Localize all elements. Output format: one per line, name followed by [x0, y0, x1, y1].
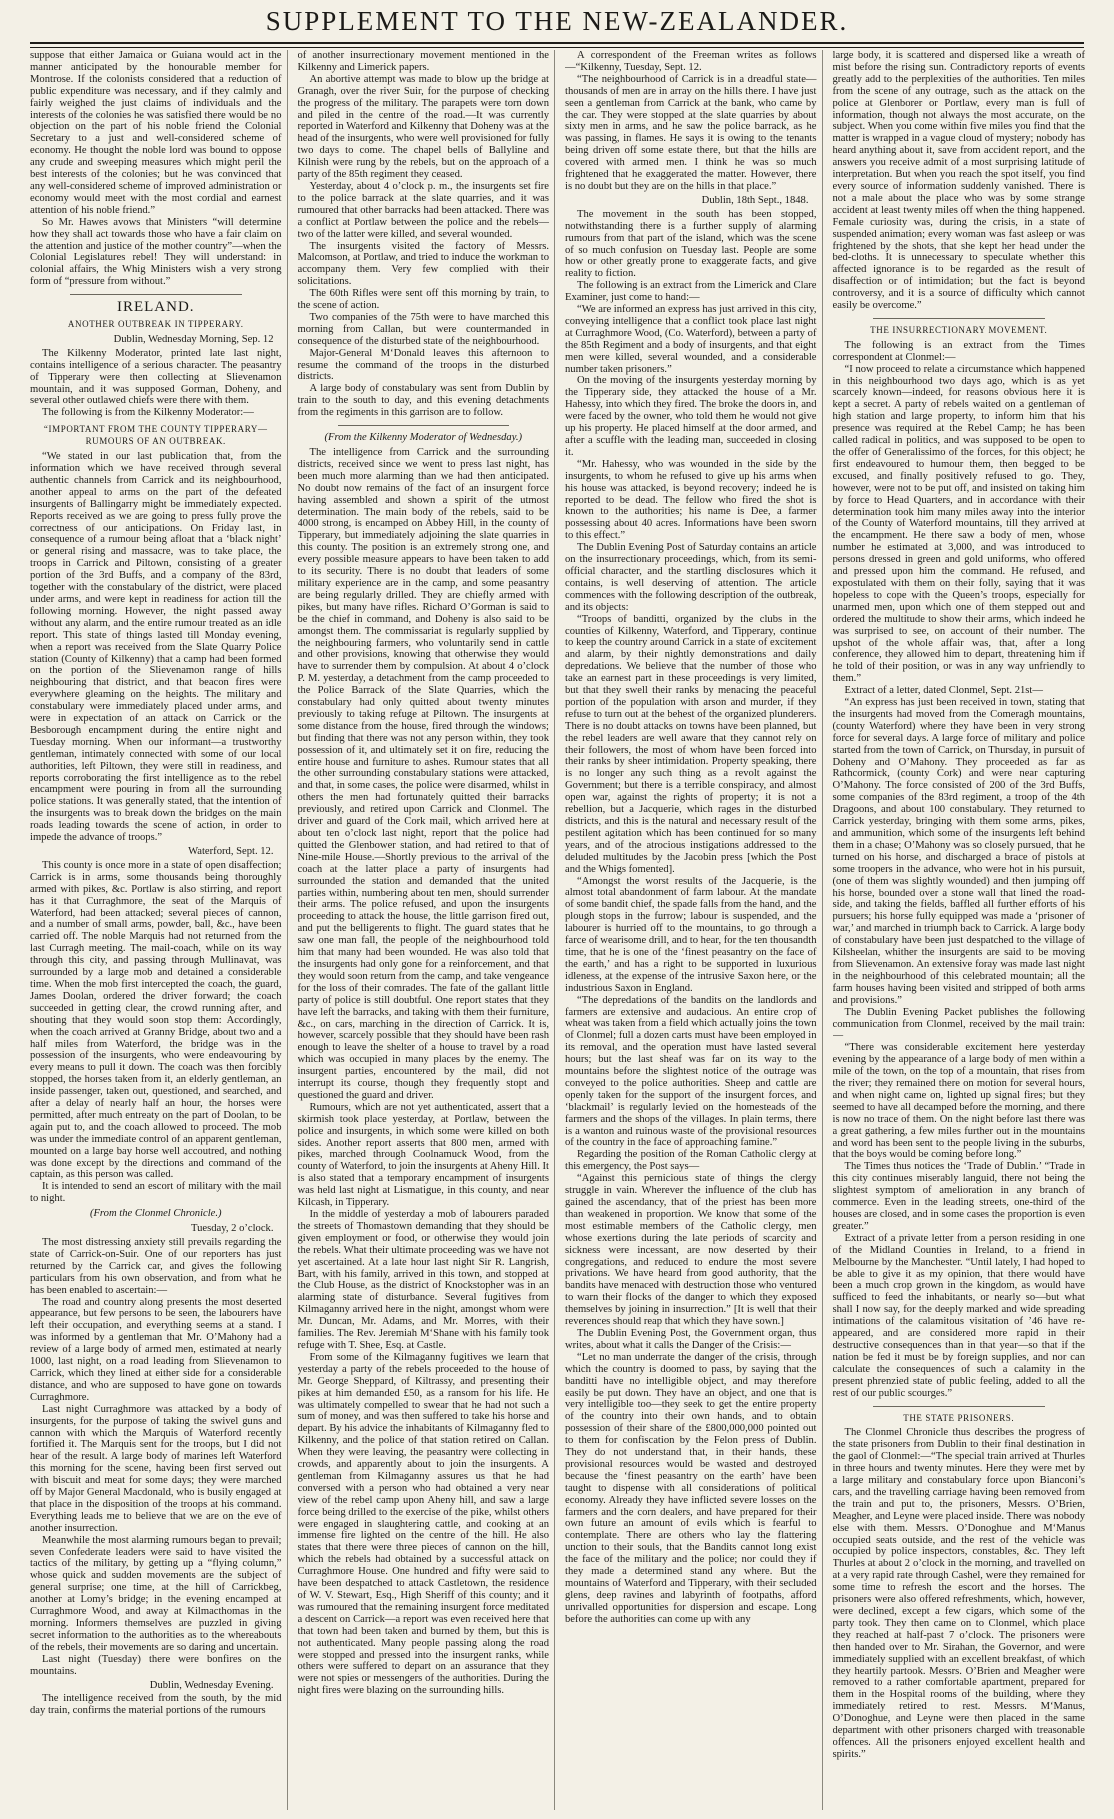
paragraph: Meanwhile the most alarming rumours began to prevail; seven Confederate leaders were said to have visited the tactics of the military, by getting up a “flying column,” whose quick and sudden movements are the subject of general surprise; one time, at the hill of Carrickbeg, another at Lomy’s bridge; in the evening encamped at Curraghmore Wood, and away at Kilmacthomas in the morning. Informers themselves are puzzled in giving secret information to the authorities as to the whereabouts of the rebels, their movements are so daring and uncertain.: [30, 1534, 282, 1653]
paragraph: The following is an extract from the Times correspondent at Clonmel:—: [832, 339, 1085, 363]
paragraph: So Mr. Hawes avows that Ministers “will determine how they shall act towards those who have a fair claim on the attention and justice of the mother country”—when the Colonial Legislatures rebel! They will understand: in colonial affairs, the Whig Ministers wish a very strong form of “pressure from without.”: [30, 216, 282, 288]
divider: [70, 294, 242, 295]
paragraph: The Dublin Evening Packet publishes the following communication from Clonmel, received by the mail train:—: [832, 1006, 1085, 1042]
paragraph: The intelligence received from the south, by the mid day train, confirms the material portions of the rumours: [30, 1693, 282, 1717]
column-3: [565, 50, 823, 1810]
paragraph: “We are informed an express has just arrived in this city, conveying intelligence that a conflict took place last night at Curraghmore Wood, (Co. Waterford), between a party of the 85th Regiment and a body of insurgents, and that eight men were killed, several wounded, and a considerable number taken prisoners.”: [565, 304, 817, 375]
divider: [873, 1406, 1046, 1407]
paragraph: Last night Curraghmore was attacked by a body of insurgents, for the purpose of taking the swivel guns and cannon with which the Marquis of Waterford recently fortified it. The Marquis sent for the troops, but I did not hear of the result. A large body of marines left Waterford this morning for the scene, having been first served out with biscuit and meat for some days; they were marched off by Major General Macdonald, who is busily engaged at that place in the disposition of the troops at his command. Everything leads me to believe that we are on the eve of another insurrection.: [30, 1403, 282, 1534]
paragraph: Major-General M‘Donald leaves this afternoon to resume the command of the troops in the disturbed districts.: [297, 347, 549, 383]
paragraph: “Amongst the worst results of the Jacquerie, is the almost total abandonment of farm labour. At the mandate of some bandit chief, the spade falls from the hand, and the plough stops in the furrow; labour is suspended, and the labourer is hurried off to the mountains, to go through a farce of wearisome drill, and to hear, for the ten thousandth time, that he is one of the ‘finest peasantry on the face of the earth,’ and has a right to be supported in luxurious idleness, at the expense of the intrusive Saxon here, or the industrious Saxon in England.: [565, 875, 817, 994]
paragraph: On the moving of the insurgents yesterday morning by the Tipperary side, they attacked the house of a Mr. Hahessy, into which they fired. The broke the doors in, and were faced by the owner, who told them he would not give up his property. He placed himself at the door armed, and after a scuffle with the leading man, succeeded in closing it.: [565, 375, 817, 458]
paragraph: A large body of constabulary was sent from Dublin by train to the south to day, and this evening detachments from the regiments in this garrison are to follow.: [297, 383, 549, 419]
paragraph: Extract of a private letter from a person residing in one of the Midland Counties in Ireland, to a friend in Melbourne by the Manchester. “Until lately, I had hoped to be able to give it as my opinion, that there would have been a much crop grown in the kingdom, as would have sufficed to feed the inhabitants, or nearly so—but what shall I now say, for the deeply marked and wide spreading intimations of the calamitous visitation of ’46 have re-appeared, and are considered more rapid in their destructive consequences than in that year—so that if the nation be fed it must be by foreign supplies, and nor can calculate the consequences of such a calamity in the present phrenzied state of public feeling, added to all the rest of our public scourges.”: [832, 1232, 1085, 1399]
paragraph: Yesterday, about 4 o’clock p. m., the insurgents set fire to the police barrack at the slate quarries, and it was rumoured that other barracks had been attacked. There was a conflict at Portlaw between the police and the rebels—two of the latter were killed, and several wounded.: [297, 180, 549, 240]
paragraph: The movement in the south has been stopped, notwithstanding there is a further supply of alarming rumours from that part of the island, which was the scene of so much confusion on Tuesday last. People are some how or other greatly prone to exaggerate facts, and give reality to fiction.: [565, 208, 817, 280]
section-heading-ireland: IRELAND.: [116, 299, 195, 316]
paragraph: The following is an extract from the Limerick and Clare Examiner, just come to hand:—: [565, 280, 817, 304]
paragraph: In the middle of yesterday a mob of labourers paraded the streets of Thomastown demanding that they should be given employment or food, or otherwise they would join the rebels. What their ultimate proceeding was we have not yet ascertained. At a late hour last night Sir R. Langrish, Bart, with his family, arrived in this town, and stopped at the Club House, as the district of Knockstopher was in an alarming state of disturbance. Several fugitives from Kilmaganny arrived here in the night, amongst whom were Mr. Duncan, Mr. Adams, and Mr. Morres, with their families. The Rev. Jeremiah M‘Shane with his family took refuge with T. Shee, Esq. at Castle.: [297, 1209, 549, 1351]
paragraph: A correspondent of the Freeman writes as follows—“Kilkenny, Tuesday, Sept. 12.: [565, 50, 817, 73]
column-4: [833, 50, 1091, 1810]
paragraph: The most distressing anxiety still prevails regarding the state of Carrick-on-Suir. One of our reporters has just returned by the Carrick car, and gives the following particulars from his own observation, and from what he has been enabled to ascertain:—: [30, 1237, 282, 1296]
paragraph: The 60th Rifles were sent off this morning by train, to the scene of action.: [297, 288, 549, 312]
paragraph: large body, it is scattered and dispersed like a wreath of mist before the rising sun. Contradictory reports of events greatly add to the perplexities of the authorities. Ten miles from the scene of any outrage, such as the attack on the police at Glenborer or Portlaw, every man is full of information, though not always the most accurate, on the subject. When you come within five miles you find that the matter is wrapped in a vague cloud of mystery; nobody has heard anything about it, save from accident report, and the answers you receive admit of a most surprising latitude of interpretation. But when you reach the spot itself, you find every source of information suddenly vanished. There is not a male about the place who was by some strange accident at least twenty miles off when the thing happened. Female curiosity was, during the crisis, in a state of suspended animation; every woman was fast asleep or was frightened by the shots, that she kept her head under the bed-cloths. It is unnecessary to speculate whether this affected ignorance is to be regarded as the result of disaffection or of intimidation; but the fact is beyond controversy, and it is a source of difficulty which cannot easily be overcome.”: [832, 50, 1085, 312]
dateline: Dublin, 18th Sept., 1848.: [701, 194, 809, 206]
subheading-state-prisoners: THE STATE PRISONERS.: [903, 1412, 1015, 1423]
dateline: Waterford, Sept. 12.: [188, 846, 274, 857]
paragraph: “We stated in our last publication that, from the information which we have received through several authentic channels from Carrick and its neighbourhood, another appeal to arms on the part of the defeated insurgents of Ballingarry might be immediately expected. Reports received as we are going to press fully prove the correctness of our anticipations. On Friday last, in consequence of a rumour being afloat that a ‘black night’ or general rising and massacre, was to take place, the troops in Carrick and Piltown, consisting of a greater portion of the 3rd Buffs, and a company of the 83rd, together with the constabulary of the district, were placed under arms, and were kept in readiness for action till the following morning. However, the night passed away without any alarm, and the entire rumour treated as an idle report. This state of things lasted till Monday evening, when a report was received from the Slate Quarry Police station (County of Kilkenny) that a camp had been formed on the portion of the Slievenamon range of hills neighbouring that district, and that beacon fires were everywhere gleaming on the heights. The military and constabulary were immediately placed under arms, and were in expectation of an attack on Carrick or the Besborough encampment during the entire night and Tuesday morning. When our informant—a trustworthy gentleman, intimately connected with some of our local authorities, left Piltown, they were still in readiness, and reports corroborating the first intelligence as to the rebel encampment were pouring in from all the surrounding police stations. It was generally stated, that the intention of the insurgents was to break down the bridges on the main roads leading towards the scene of action, in order to impede the advance of troops.”: [30, 451, 282, 844]
paragraph: The following is from the Kilkenny Moderator:—: [42, 407, 254, 419]
column-2: [298, 50, 556, 1810]
source-credit: (From the Clonmel Chronicle.): [89, 1208, 222, 1220]
paragraph: Two companies of the 75th were to have marched this morning from Callan, but were countermanded in consequence of the disturbed state of the neighbourhood.: [297, 311, 549, 347]
subheading-outbreak: ANOTHER OUTBREAK IN TIPPERARY.: [67, 319, 244, 330]
paragraph: “An express has just been received in town, stating that the insurgents had moved from the Comeragh mountains, (county Waterford) where they have been in very strong force for several days. A large force of military and police started from the town of Carrick, on Thursday, in pursuit of Doheny and O’Mahony. They proceeded as far as Rathcormick, (county Cork) and were near capturing O’Mahony. The force consisted of 200 of the 3rd Buffs, some companies of the 83rd regiment, a troop of the 4th Dragoons, and about 100 constabulary. They returned to Carrick yesterday, bringing with them some arms, pikes, and ammunition, which some of the insurgents left behind them in a chase; O’Mahony was so closely pursued, that he turned on his horse, and discharged a brace of pistols at some troopers in the advance, who were hot in his pursuit, (one of them was slightly wounded) and then jumping off his horse, bounded over a stone wall that lined the road-side, and taking the fields, baffled all further efforts of his pursuers; his horse fully equipped was made a ‘prisoner of war,’ and marched in triumph back to Carrick. A large body of constabulary have been just despatched to the village of Kilsheelan, whither the insurgents are said to be moving from Slievenamon. An extensive foray was made last night in the neighbourhood of this celebrated mountain; all the farm houses having been visited and stripped of both arms and provisions.”: [832, 697, 1085, 1006]
masthead-rule: [30, 42, 1084, 48]
paragraph: “Let no man underrate the danger of the crisis, through which the country is doomed to pass, by saying that the banditti have no intelligible object, and may therefore easily be put down. They have an object, and one that is very intelligible too—they seek to get the entire property of the country into their own hands, and to obtain possession of their share of the £800,000,000 pointed out to them for confiscation by the Felon press of Dublin. They do not understand that, in their hands, these provisional resources would be wasted and destroyed because the ‘finest peasantry on the earth’ have been taught to dispense with all considerations of political economy. Already they have inflicted severe losses on the farmers and the corn dealers, and have prepared for their own future an amount of evils which is fearful to contemplate. There are others who lay the flattering unction to their souls, that the Bandits cannot long exist the face of the military and the police; nor could they if they made a determined stand any where. But the mountains of Waterford and Tipperary, with their secluded glens, deep ravines and labyrinth of footpaths, afford unrivalled opportunities for dispersion and escape. Long before the authorities can come up with any: [565, 1351, 817, 1625]
masthead: SUPPLEMENT TO THE NEW-ZEALANDER.: [265, 6, 849, 36]
dateline: Dublin, Wednesday Morning, Sep. 12: [113, 333, 274, 345]
paragraph: Regarding the position of the Roman Catholic clergy at this emergency, the Post says—: [565, 1149, 817, 1173]
paragraph: The Times thus notices the ‘Trade of Dublin.’ “Trade in this city continues miserably languid, there not being the slightest symptom of amelioration in any branch of commerce. Even in the leading streets, one-third of the houses are closed, and in some cases the proportion is even greater.”: [832, 1161, 1085, 1232]
paragraph: An abortive attempt was made to blow up the bridge at Granagh, over the river Suir, for the purpose of checking the progress of the military. The parapets were torn down and piled in the centre of the road.—It was currently reported in Waterford and Kilkenny that Doheny was at the head of the insurgents, who were well provisioned for fully two days to come. The chapel bells of Ballyline and Kilnish were rung by the rebels, but on the approach of a party of the 85th regiment they ceased.: [297, 73, 549, 181]
paragraph: The Clonmel Chronicle thus describes the progress of the state prisoners from Dublin to their final destination in the gaol of Clonmel:—“The special train arrived at Thurles in three hours and twenty minutes. Here they were met by a large military and constabulary force upon Bianconi’s cars, and the travelling carriage having been removed from the train and put to, the prisoners, Messrs. O’Brien, Meagher, and Leyne were placed inside. There was nobody else with them. Messrs. O’Donoghue and M‘Manus occupied seats outside, and the rest of the vehicle was occupied by police inspectors, constables, &c. They left Thurles at about 2 o’clock in the morning, and travelled on at a very rapid rate through Cashel, were they remained for some time to refresh the escort and the horses. The prisoners were also offered refreshments, which, however, were declined, except a few cigars, which some of the party took. They then came on to Clonmel, which place they reached at half-past 7 o’clock. The prisoners were then handed over to Mr. Sirahan, the Governor, and were immediately supplied with an excellent breakfast, of which they heartily partook. Messrs. O’Brien and Meagher were removed to a rather comfortable apartment, prepared for them in the Hospital rooms of the building, where they immediately retired to rest. Messrs. M‘Manus, O’Donoghue, and Leyne were then placed in the same department with other prisoners charged with treasonable offences. All the prisoners enjoyed excellent health and spirits.”: [832, 1427, 1085, 1760]
paragraph: The Dublin Evening Post of Saturday contains an article on the insurrectionary proceedings, which, from its semi-official character, and the startling disclosures which it contains, is well deserving of attention. The article commences with the following description of the outbreak, and its objects:: [565, 542, 817, 613]
paragraph: of another insurrectionary movement mentioned in the Kilkenny and Limerick papers.: [297, 50, 549, 73]
paragraph: “Against this pernicious state of things the clergy struggle in vain. Wherever the influence of the club has gained the ascendancy, that of the priest has been more than weakened in proportion. We know that some of the most estimable members of the Catholic clergy, men whose exertions during the late periods of scarcity and sickness were incessant, are now deserted by their congregations, and reduced to endure the most severe privations. We have heard from good authority, that the bandits have menaced with destruction those who ventured to warn their flocks of the danger to which they exposed themselves by joining in insurrection.” [It is well that their reverences should reap that which they have sown.]: [565, 1173, 817, 1328]
paragraph: The road and country along presents the most deserted appearance, but few persons to be seen, the labourers have left their occupation, and everything seems at a stand. I was informed by a gentleman that Mr. O’Mahony had a review of a large body of armed men, estimated at nearly 1000, last night, on a road leading from Slievenamon to Carrick, which they lined at either side for a considerable distance, and who are supposed to have gone on towards Curraghmore.: [30, 1296, 282, 1403]
paragraph: Last night (Tuesday) there were bonfires on the mountains.: [30, 1653, 282, 1677]
paragraph: “Mr. Hahessy, who was wounded in the side by the insurgents, to whom he refused to give up his arms when his house was attacked, is beyond recovery; indeed he is reported to be dead. The fellow who fired the shot is known to the authorities; his name is Dee, a farmer possessing about 40 acres. Informations have been sworn to this effect.”: [565, 458, 817, 542]
dateline: Dublin, Wednesday Evening.: [149, 1679, 274, 1691]
paragraph: Rumours, which are not yet authenticated, assert that a skirmish took place yesterday, at Portlaw, between the police and insurgents, in which some were killed on both sides. Another report asserts that 800 men, armed with pikes, marched through Coolnamuck Wood, from the county of Waterford, to join the insurgents at Aheny Hill. It is also stated that a temporary encampment of insurgents was held last night at Lismatigue, in this county, and near Kilcash, in Tipperary.: [297, 1101, 549, 1209]
columns: [30, 50, 1090, 1810]
paragraph: suppose that either Jamaica or Guiana would act in the manner anticipated by the honourable member for Montrose. If the colonists considered that a reduction of public expenditure was necessary, and if they calmly and fairly weighed the just claims of individuals and the interests of the colonies he was satisfied there would be no objection on the part of his noble friend the Colonial Secretary to a just and well-considered scheme of economy. He thought the noble lord was bound to oppose any crude and sweeping measures which might peril the best interests of the colonies; but he was convinced that any well-considered scheme of improved administration or economy would meet with the most cordial and earnest attention of his noble friend.”: [30, 50, 282, 216]
paragraph: From some of the Kilmaganny fugitives we learn that yesterday a party of the rebels proceeded to the house of Mr. George Sheppard, of Kiltrassy, and presenting their pikes at him demanded £50, as a ransom for his life. He was ultimately compelled to swear that he had not such a sum of money, and was then suffered to take his horse and depart. By his advice the inhabitants of Kilmaganny fled to Kilkenny, and the police of that station retired on Callan. When they were leaving, the peasantry were collecting in crowds, and apparently about to join the insurgents. A gentleman from Kilmaganny assures us that he had conversed with a person who had obtained a very near view of the rebel camp upon Aheny hill, and saw a large force being drilled to the exercise of the pike, whilst others were engaged in slaughtering cattle, and cooking at an immense fire lighted on the centre of the hill. He also states that there were three pieces of cannon on the hill, which the rebels had obtained by a successful attack on Curraghmore House. One hundred and fifty were said to have been despatched to attack Castletown, the residence of W. V. Stewart, Esq., High Sheriff of this county; and it was rumoured that the remaining insurgent force meditated a descent on Carrick—a report was even received here that that town had been taken and burned by them, but this is not authenticated. Many people passing along the road were stopped and pressed into the insurgent ranks, while others were suffered to depart on an assurance that they were not spies or messengers of the authorities. During the night fires were blazing on the surrounding hills.: [297, 1351, 549, 1697]
paragraph: “The neighbourhood of Carrick is in a dreadful state—thousands of men are in array on the hills there. I have just seen a gentleman from Carrick at the bank, who came by the car. They were stopped at the slate quarries by about sixty men in arms, and he saw the police barrack, as he was passing, in flames. He says it is owing to the tenants being driven off some estate there, but that the hills are covered with armed men. I think he was so much frightened that he exaggerated the matter. However, there is no doubt but they are on the hills in that place.”: [565, 73, 817, 192]
paragraph: “There was considerable excitement here yesterday evening by the appearance of a large body of men within a mile of the town, on the top of a mountain, that rises from the river; they remained there on motion for several hours, and when night came on, lighted up signal fires; but they seemed to have all decamped before the morning, and there is now no trace of them. On the night before last there was a great gathering, a few miles further out in the mountains and word has been sent to the people living in the suburbs, that the boys would be coming before long.”: [832, 1042, 1085, 1161]
source-credit: (From the Kilkenny Moderator of Wednesday.): [324, 432, 522, 444]
dateline: Tuesday, 2 o’clock.: [191, 1223, 274, 1235]
subheading-rumours: “IMPORTANT FROM THE COUNTY TIPPERARY—RUMOURS OF AN OUTBREAK.: [43, 424, 268, 447]
paragraph: It is intended to send an escort of military with the mail to night.: [30, 1181, 282, 1205]
paragraph: This county is once more in a state of open disaffection; Carrick is in arms, some thousands being thoroughly armed with pikes, &c. Portlaw is also stirring, and report has it that Curraghmore, the seat of the Marquis of Waterford, had been attacked; several pieces of cannon, and a number of small arms, powder, ball, &c., have been carried off. The noble Marquis had not returned from the last Curragh meeting. The mail-coach, while on its way through this city, and passing through Mullinavat, was surrounded by a large mob and detained a considerable time. When the mob first intercepted the coach, the guard, James Doolan, ordered the driver forward; the coach succeeded in getting clear, the crowd running after, and shouting that they would soon stop them: Accordingly, when the coach arrived at Granny Bridge, about two and a half miles from Waterford, the bridge was in the possession of the insurgents, who were endeavouring by every means to pull it down. The coach was then forcibly stopped, the horses taken from it, an elderly gentleman, an inside passenger, taken out, questioned, and searched, and after a delay of nearly half an hour, the horses were permitted, after much entreaty on the part of Doolan, to be again put to, and the coach allowed to proceed. The mob was under the immediate control of an apparent gentleman, mounted on a large bay horse well accoutred, and nothing was done except by the directions and command of the captain, as this person was called.: [30, 859, 282, 1181]
paragraph: “Troops of banditti, organized by the clubs in the counties of Kilkenny, Waterford, and Tipperary, continue to keep the country around Carrick in a state of excitement and alarm, by their nightly demonstrations and daily depredations. We believe that the number of those who take an earnest part in these proceedings is very limited, but that they swell their ranks by menacing the peaceful portion of the population with arson and murder, if they refuse to turn out at the behest of the organized plunderers. There is no doubt attacks on towns have been planned, but the rebel leaders are well aware that they cannot rely on their followers, the most of whom have been forced into their ranks by sheer intimidation. Property speaking, there is no longer any such thing as a revolt against the Government; but there is a terrible conspiracy, and almost open war, against the rights of property; it is not a rebellion, but a Jacquerie, which rages in the disturbed districts, and this is the natural and necessary result of the pestilent agitation which has been continued for so many years, and of the atrocious instigations addressed to the deluded multitudes by the Jacobin press [which the Post and the Whigs fomented].: [565, 613, 817, 875]
column-1: [30, 50, 288, 1810]
paragraph: The Kilkenny Moderator, printed late last night, contains intelligence of a serious character. The peasantry of Tipperary were then collecting at Slievenamon mountain, and it was supposed Gorman, Doheny, and several other outlawed chiefs were there with them.: [30, 347, 282, 407]
paragraph: The intelligence from Carrick and the surrounding districts, received since we went to press last night, has been much more alarming than we had then anticipated. No doubt now remains of the fact of an insurgent force having assembled and shown a spirit of the utmost determination. The main body of the rebels, said to be 4000 strong, is encamped on Abbey Hill, in the county of Tipperary, but immediately adjoining the slate quarries in this county. The position is an extremely strong one, and every possible measure appears to have been taken to add to its security. There is no doubt that leaders of some military experience are in the camp, and some peasantry are being regularly drilled. They are chiefly armed with pikes, but many have rifles. Richard O’Gorman is said to be the chief in command, and Doheny is also said to be amongst them. The commissariat is regularly supplied by the neighbouring farmers, who voluntarily send in cattle and other provisions, knowing that otherwise they would have to surrender them by compulsion. At about 4 o’clock P. M. yesterday, a detachment from the camp proceeded to the Police Barrack of the Slate Quarries, which the constabulary had only quitted about twenty minutes previously to taking refuge at Piltown. The insurgents at some distance from the house, fired through the windows; but finding that there was not any person within, they took possession of it, and ultimately set it on fire, reducing the entire house and furniture to ashes. Rumour states that all the other surrounding constabulary stations were attacked, and that, in some cases, the police were disarmed, whilst in others the men had fortunately quitted their barracks previously, and retired upon Carrick and Clonmel. The driver and guard of the Cork mail, which arrived here at about ten o’clock last night, report that the police had quitted the Glenbower station, and had retired to that of Nine-mile House.—Shortly previous to the arrival of the coach at the latter place a party of insurgents had surrounded the station and demanded that the united parties within, numbering about ten men, should surrender their arms. The police refused, and upon the insurgents proceeding to attack the house, the little garrison fired out, and put the belligerents to flight. The guard states that he saw one man fall, the people of the neighbourhood told him that many had been wounded. He was also told that the insurgents had only gone for a reinforcement, and that they would soon return from the camp, and take vengeance for the loss of their comrades. The fate of the gallant little party of police is still doubtful. One report states that they have left the barracks, and taking with them their furniture, &c., on cars, marching in the direction of Carrick. It is, however, scarcely possible that they should have been rash enough to leave the shelter of a house to travel by a road which was occupied in many places by the enemy. The insurgent parties, encountered by the mail, did not interrupt its course, though they frequently stopt and questioned the guard and driver.: [297, 447, 549, 1101]
divider: [338, 425, 510, 426]
paragraph: The insurgents visited the factory of Messrs. Malcomson, at Portlaw, and tried to induce the workman to accompany them. Very few complied with their solicitations.: [297, 240, 549, 288]
paragraph: The Dublin Evening Post, the Government organ, thus writes, about what it calls the Danger of the Crisis:—: [565, 1327, 817, 1351]
subheading-insurrectionary: THE INSURRECTIONARY MOVEMENT.: [870, 324, 1048, 335]
paragraph: Extract of a letter, dated Clonmel, Sept. 21st—: [844, 685, 1043, 697]
paragraph: “The depredations of the bandits on the landlords and farmers are extensive and audacious. An entire crop of wheat was taken from a field which actually joins the town of Clonmel; full a dozen carts must have been employed in its removal, and the operation must have lasted several hours; but the last sheaf was far on its way to the mountains before the slightest notice of the outrage was conveyed to the police authorities. Sheep and cattle are openly taken for the support of the insurgent forces, and ‘blackmail’ is regularly levied on the homesteads of the farmers and the shops of the villages. In plain terms, there is a wanton and ruinous waste of the provisional resources of the country in the face of approaching famine.”: [565, 994, 817, 1149]
paragraph: “I now proceed to relate a circumstance which happened in this neighbourhood two days ago, which is as yet scarcely known—indeed, for reasons obvious here it is kept a secret. A party of rebels waited on a gentleman of high station and large property, to inform him that his presence was required at the Rebel Camp; he has been called radical in politics, and was supposed to be open to the offer of Generalissimo of the forces, for this object; he first endeavoured to humour them, then begged to be excused, and finally positively refused to go. They, however, were not to be put off, and insisted on taking him by force to Head Quarters, and in accordance with their determination took him many miles away into the interior of the County of Waterford mountains, till they arrived at the encampment. He there saw a body of men, whose number he estimated at 3,000, and was introduced to persons dressed in green and gold uniforms, who offered and pressed upon him the command. He refused, and expostulated with them on their folly, saying that it was hopeless to cope with the Queen’s troops, especially for unarmed men, upon which one of them stepped out and ordered the multitude to show their arms, which indeed he was surprised to see, on account of their number. The upshot of the whole affair was, that, after a long conference, they allowed him to depart, threatening him if he told of their position, or was in any way unfriendly to them.”: [832, 363, 1085, 685]
divider: [873, 318, 1046, 319]
